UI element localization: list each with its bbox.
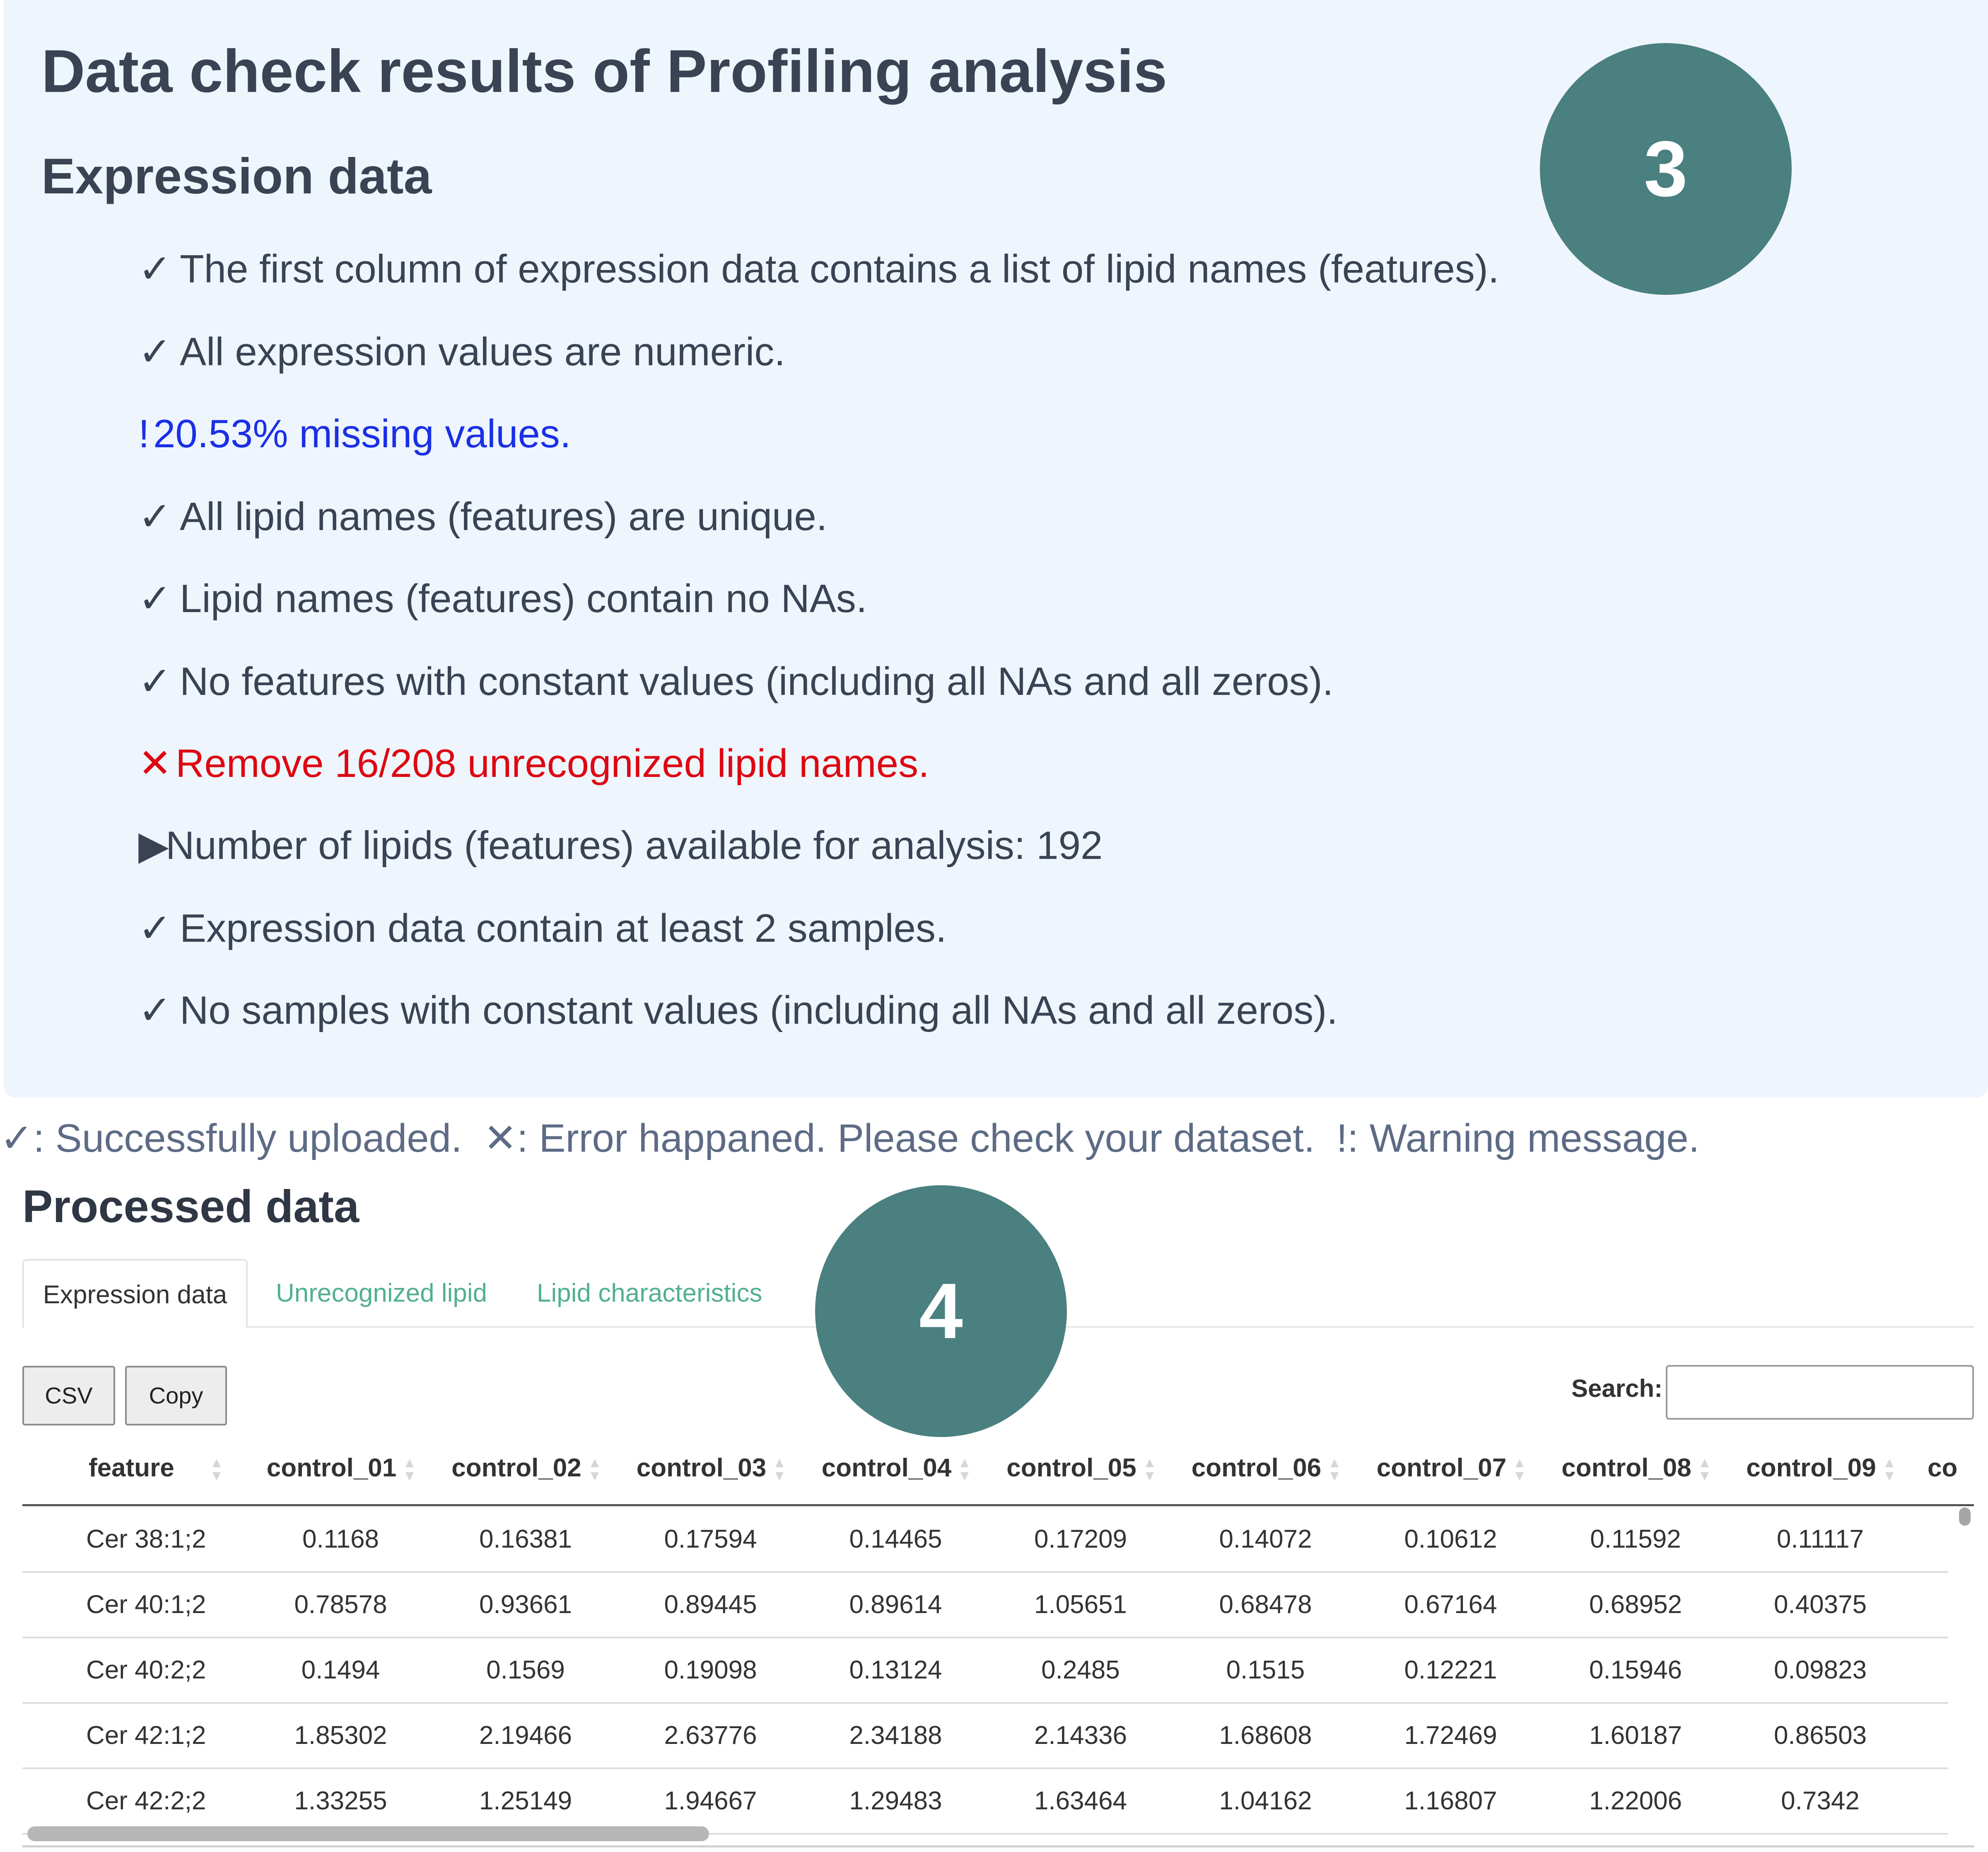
column-header[interactable] [988,1437,1173,1499]
value-cell: 0.16381 [479,1525,572,1553]
column-header-label: control_09 [1746,1454,1876,1482]
value-cell: 0.13124 [849,1656,942,1684]
column-header[interactable] [803,1437,988,1499]
value-cell: 0.1168 [302,1525,379,1553]
check-item [138,244,1499,294]
step-badge: 4 [815,1185,1067,1437]
value-cell: 1.68608 [1219,1721,1312,1750]
value-cell: 0.67164 [1404,1590,1497,1619]
check-item-text: No samples with constant values (including all NAs and all zeros). [180,988,1338,1032]
value-cell: 0.7342 [1781,1787,1860,1815]
status-legend [0,1115,1699,1161]
feature-cell: Cer 42:1;2 [86,1721,206,1750]
sort-icon[interactable] [405,1458,415,1481]
check-item-text: Number of lipids (features) available for analysis: 192 [166,823,1103,868]
check-item-text: No features with constant values (including all NAs and all zeros). [180,659,1334,704]
check-item [138,821,1103,871]
value-cell: 0.1494 [301,1656,380,1684]
value-cell: 0.14465 [849,1525,942,1553]
feature-cell: Cer 42:2;2 [86,1787,206,1815]
sort-icon[interactable] [960,1458,970,1481]
checkmark-icon: ✓ [138,576,172,621]
checkmark-icon: ✓ [138,906,172,950]
value-cell: 0.40375 [1773,1590,1867,1619]
tab-unrecognized-lipid[interactable]: Unrecognized lipid [276,1279,487,1307]
value-cell: 0.89614 [849,1590,942,1619]
table-row[interactable] [22,1769,1948,1835]
column-header[interactable] [1928,1437,1974,1499]
error-icon: ✕ [138,741,172,786]
copy-button[interactable]: Copy [125,1366,227,1425]
sort-icon[interactable] [1145,1458,1155,1481]
sort-icon[interactable] [212,1458,222,1481]
column-header-label: co [1928,1454,1958,1482]
section-title: Expression data [41,148,432,204]
column-header-label: feature [89,1454,174,1482]
vertical-scrollbar[interactable] [1959,1507,1971,1526]
feature-cell: Cer 40:2;2 [86,1656,206,1684]
sort-icon[interactable] [590,1458,600,1481]
value-cell: 1.04162 [1219,1787,1312,1815]
value-cell: 2.34188 [849,1721,942,1750]
check-item [138,657,1333,707]
check-item-text: 20.53% missing values. [153,412,571,456]
column-header-label: control_02 [451,1454,581,1482]
value-cell: 1.33255 [294,1787,387,1815]
search-label: Search: [1571,1375,1663,1402]
value-cell: 0.17209 [1034,1525,1127,1553]
value-cell: 0.78578 [294,1590,387,1619]
value-cell: 0.11117 [1776,1525,1864,1553]
value-cell: 0.1569 [486,1656,565,1684]
check-item [138,739,929,789]
processed-data-title: Processed data [22,1181,359,1232]
column-header[interactable] [248,1437,433,1499]
check-item-text: The first column of expression data contains a list of lipid names (features). [180,247,1499,291]
value-cell: 0.15946 [1589,1656,1682,1684]
check-item [138,986,1338,1035]
tab-lipid-characteristics[interactable]: Lipid characteristics [537,1279,762,1307]
table-header-divider [22,1504,1974,1506]
csv-button[interactable]: CSV [22,1366,115,1425]
value-cell: 0.1515 [1226,1656,1305,1684]
checkmark-icon: ✓ [138,247,172,291]
search-input[interactable] [1666,1365,1974,1420]
value-cell: 0.10612 [1404,1525,1497,1553]
tab-expression-data[interactable]: Expression data [22,1259,248,1328]
value-cell: 1.60187 [1589,1721,1682,1750]
value-cell: 0.19098 [664,1656,757,1684]
check-item [138,574,867,624]
data-table-container [22,1437,1974,1851]
check-item [138,904,947,953]
value-cell: 0.68952 [1589,1590,1682,1619]
step-badge: 3 [1540,43,1792,295]
check-item [138,409,571,459]
column-header-label: control_07 [1376,1454,1507,1482]
table-row[interactable] [22,1507,1948,1573]
column-header[interactable] [1173,1437,1358,1499]
check-item-text: Expression data contain at least 2 samples. [180,906,947,950]
checkmark-icon: ✓ [138,659,172,704]
caret-right-icon: ▶ [138,823,169,868]
column-header-label: control_01 [266,1454,397,1482]
page-title: Data check results of Profiling analysis [41,37,1168,105]
value-cell: 0.09823 [1773,1656,1867,1684]
column-header[interactable] [618,1437,803,1499]
table-row[interactable] [22,1573,1948,1638]
check-item [138,492,827,542]
value-cell: 0.86503 [1773,1721,1867,1750]
value-cell: 2.14336 [1034,1721,1127,1750]
value-cell: 2.19466 [479,1721,572,1750]
column-header[interactable] [1358,1437,1543,1499]
value-cell: 0.12221 [1404,1656,1497,1684]
legend-error-text: : Error happaned. Please check your dataset. [517,1116,1315,1160]
table-bottom-border [22,1845,1974,1847]
column-header-label: control_05 [1006,1454,1136,1482]
column-header-label: control_03 [636,1454,767,1482]
value-cell: 0.89445 [664,1590,757,1619]
check-item-text: Lipid names (features) contain no NAs. [180,576,867,621]
value-cell: 1.25149 [479,1787,572,1815]
warning-icon: ! [1336,1116,1348,1160]
check-item-text: All lipid names (features) are unique. [180,494,828,539]
sort-icon[interactable] [774,1458,784,1481]
column-header-feature[interactable] [22,1437,246,1499]
checkmark-icon: ✓ [138,988,172,1032]
column-header[interactable] [1728,1437,1913,1499]
error-icon: ✕ [483,1116,517,1160]
legend-warning-text: : Warning message. [1347,1116,1700,1160]
value-cell: 2.63776 [664,1721,757,1750]
warning-icon: ! [138,412,150,456]
feature-cell: Cer 38:1;2 [86,1525,206,1553]
column-header[interactable] [1543,1437,1728,1499]
checkmark-icon: ✓ [138,330,172,374]
value-cell: 0.17594 [664,1525,757,1553]
table-row[interactable] [22,1638,1948,1704]
value-cell: 0.14072 [1219,1525,1312,1553]
check-item-text: All expression values are numeric. [180,330,785,374]
value-cell: 0.11592 [1590,1525,1681,1553]
value-cell: 1.29483 [849,1787,942,1815]
feature-cell: Cer 40:1;2 [86,1590,206,1619]
checkmark-icon: ✓ [0,1116,34,1160]
table-row[interactable] [22,1704,1948,1769]
column-header-label: control_04 [821,1454,952,1482]
value-cell: 1.94667 [664,1787,757,1815]
checkmark-icon: ✓ [138,494,172,539]
value-cell: 0.68478 [1219,1590,1312,1619]
horizontal-scrollbar[interactable] [27,1826,709,1841]
check-item [138,327,785,377]
sort-icon[interactable] [1700,1458,1710,1481]
check-item-text: Remove 16/208 unrecognized lipid names. [176,741,929,786]
value-cell: 1.85302 [294,1721,387,1750]
value-cell: 1.05651 [1034,1590,1127,1619]
sort-icon[interactable] [1515,1458,1525,1481]
value-cell: 1.63464 [1034,1787,1127,1815]
sort-icon[interactable] [1884,1458,1894,1481]
sort-icon[interactable] [1329,1458,1339,1481]
legend-success-text: : Successfully uploaded. [33,1116,462,1160]
value-cell: 1.72469 [1404,1721,1497,1750]
value-cell: 0.2485 [1041,1656,1120,1684]
value-cell: 1.22006 [1589,1787,1682,1815]
column-header[interactable] [433,1437,618,1499]
value-cell: 1.16807 [1404,1787,1497,1815]
column-header-label: control_08 [1561,1454,1691,1482]
value-cell: 0.93661 [479,1590,572,1619]
column-header-label: control_06 [1191,1454,1322,1482]
